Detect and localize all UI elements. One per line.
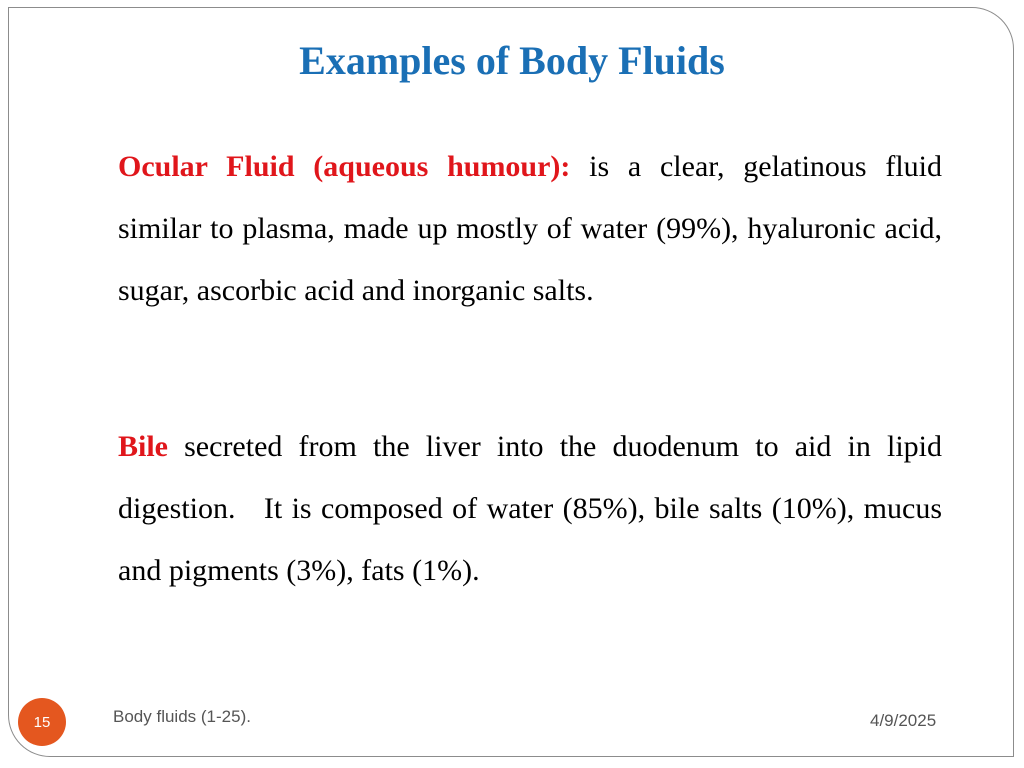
description-ocular-fluid: is a clear, gelatinous fluid similar to plasma, made up mostly of water (99%), hyaluronic acid, sugar, ascorbic acid and inorganic salts. [118, 150, 942, 307]
description-bile: secreted from the liver into the duodenum to aid in lipid digestion. It is composed of water (85%), bile salts (10%), mucus and pigments (3%), fats (1%). [118, 430, 942, 587]
term-bile: Bile [118, 430, 168, 463]
footer-text: Body fluids (1-25). [113, 707, 251, 726]
paragraph-bile [118, 416, 942, 602]
term-ocular-fluid: Ocular Fluid (aqueous humour): [118, 150, 571, 183]
footer-date: 4/9/2025 [870, 711, 937, 730]
paragraph-ocular-fluid [118, 136, 942, 322]
slide-frame [8, 7, 1014, 757]
slide-title: Examples of Body Fluids [299, 38, 725, 83]
page-number-badge: 15 [18, 698, 66, 746]
